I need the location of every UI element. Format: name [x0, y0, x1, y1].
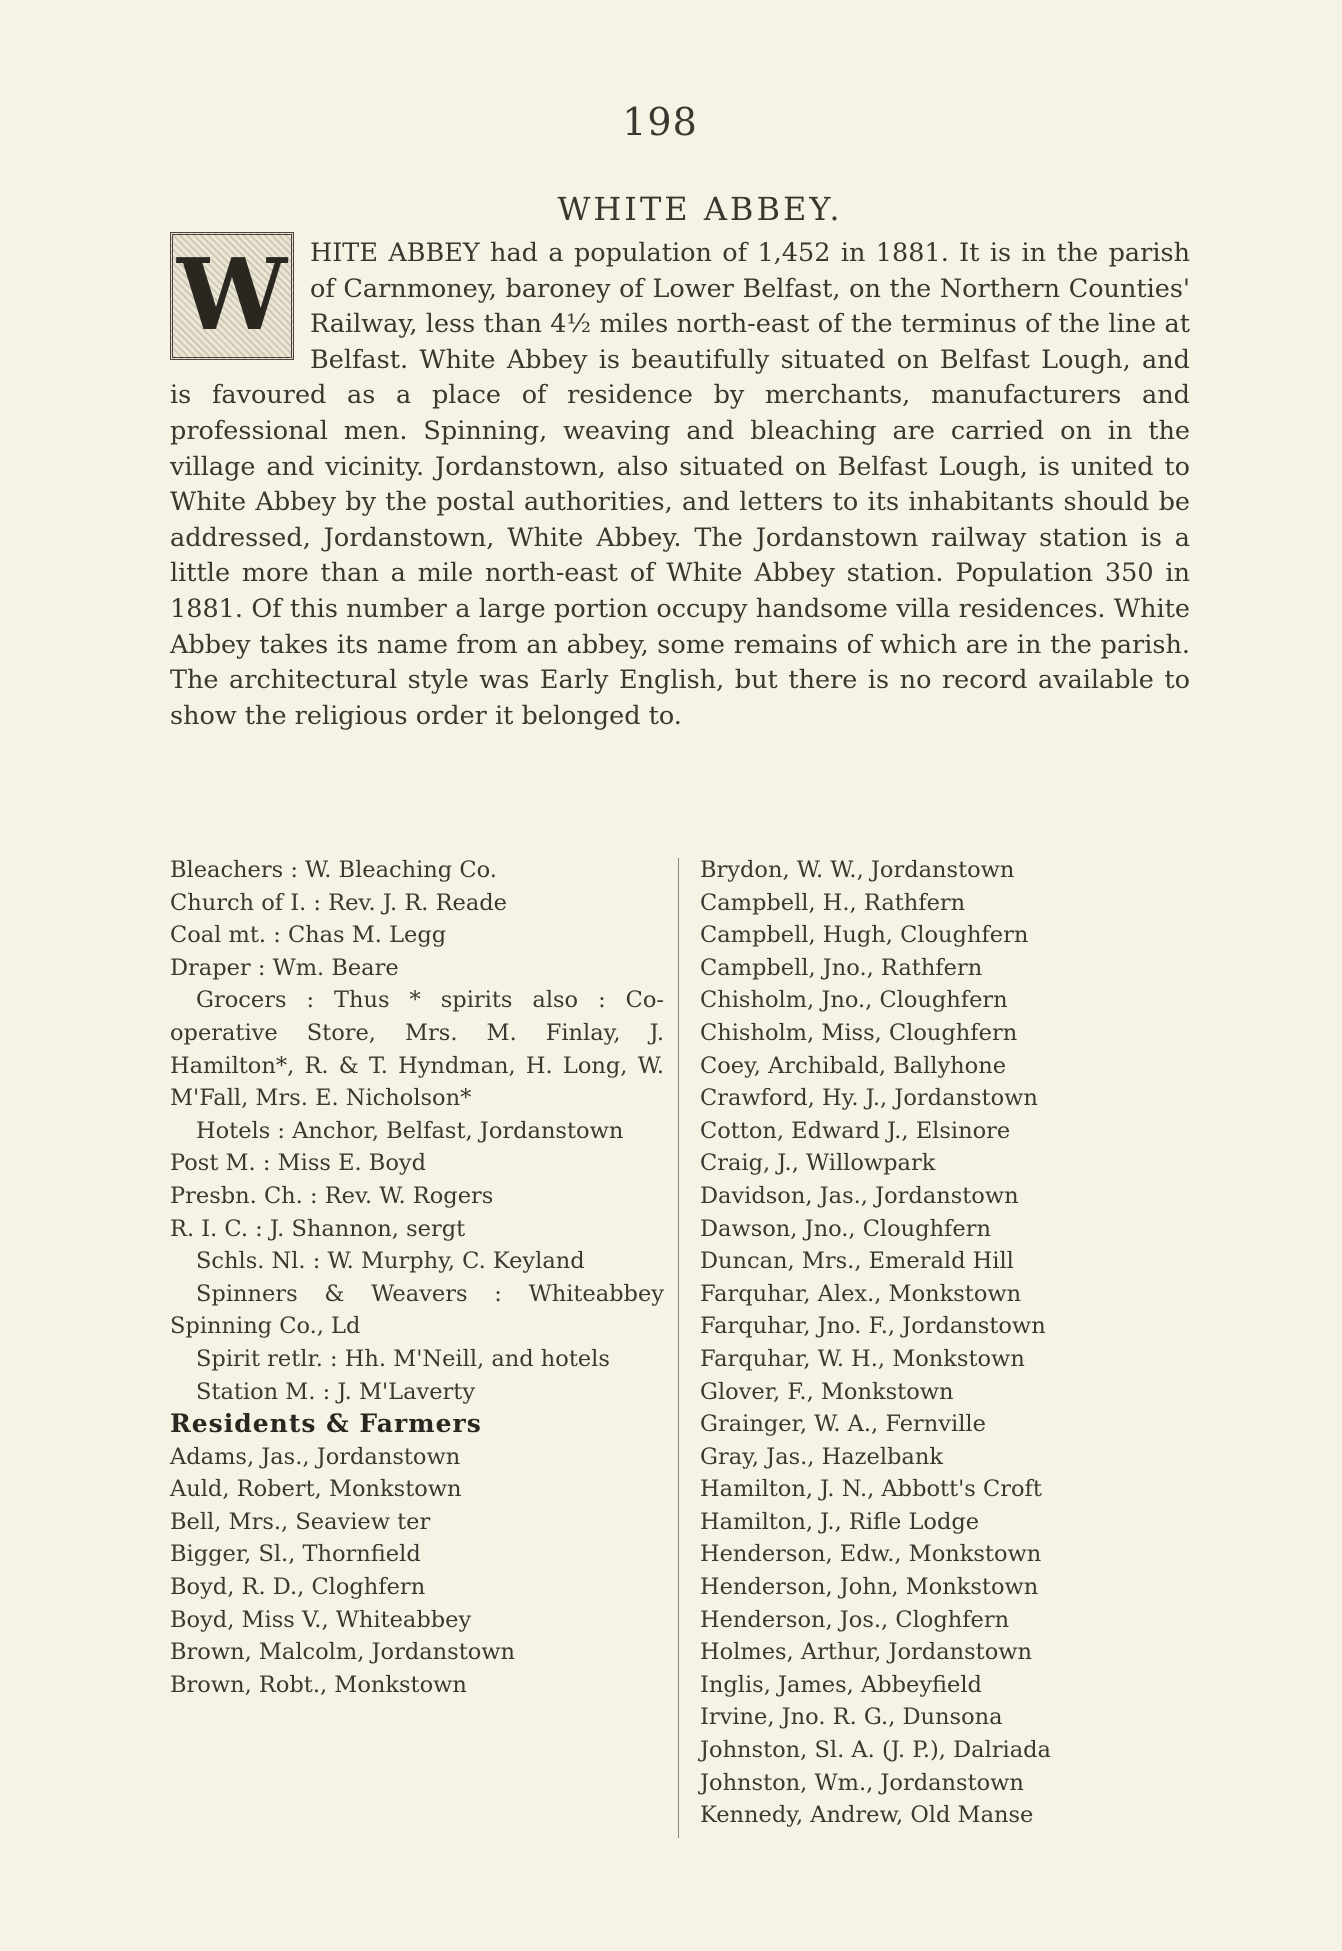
resident-entry: Brydon, W. W., Jordanstown: [700, 857, 1015, 883]
page-number: 198: [622, 100, 698, 144]
resident-entry: Chisholm, Jno., Cloughfern: [700, 987, 1008, 1014]
trade-entry: Hotels : Anchor, Belfast, Jordanstown: [196, 1117, 624, 1144]
resident-entry: Campbell, H., Rathfern: [700, 889, 966, 916]
resident-entry: Henderson, John, Monkstown: [700, 1574, 1039, 1601]
drop-cap-space: [170, 236, 310, 376]
trade-entry: Spirit retlr. : Hh. M'Neill, and hotels: [196, 1345, 610, 1372]
section-title: WHITE ABBEY.: [557, 190, 843, 228]
resident-entry: Crawford, Hy. J., Jordanstown: [700, 1085, 1038, 1112]
trade-entry: Coal mt. : Chas M. Legg: [170, 922, 447, 949]
resident-entry: Grainger, W. A., Fernville: [700, 1411, 986, 1438]
resident-entry: Johnston, Wm., Jordanstown: [700, 1769, 1024, 1796]
trade-entry: Station M. : J. M'Laverty: [196, 1378, 476, 1405]
resident-entry: Boyd, R. D., Cloghfern: [170, 1574, 426, 1601]
right-column: [700, 854, 1200, 1832]
resident-entry: Chisholm, Miss, Cloughfern: [700, 1019, 1018, 1046]
resident-entry: Inglis, James, Abbeyfield: [700, 1671, 982, 1698]
resident-entry: Dawson, Jno., Cloughfern: [700, 1215, 991, 1242]
resident-entry: Holmes, Arthur, Jordanstown: [700, 1639, 1032, 1666]
resident-entry: Kennedy, Andrew, Old Manse: [700, 1802, 1034, 1829]
resident-entry: Cotton, Edward J., Elsinore: [700, 1117, 1011, 1144]
trade-entry: Presbn. Ch. : Rev. W. Rogers: [170, 1182, 494, 1209]
resident-entry: Bell, Mrs., Seaview ter: [170, 1508, 431, 1535]
resident-entry: Glover, F., Monkstown: [700, 1378, 954, 1405]
resident-entry: Coey, Archibald, Ballyhone: [700, 1052, 1007, 1079]
resident-entry: Bigger, Sl., Thornfield: [170, 1541, 421, 1568]
directory-columns: [170, 854, 1190, 1854]
resident-entry: Johnston, Sl. A. (J. P.), Dalriada: [700, 1737, 1051, 1764]
resident-entry: Craig, J., Willowpark: [700, 1150, 936, 1177]
resident-entry: Brown, Malcolm, Jordanstown: [170, 1639, 516, 1666]
resident-entry: Adams, Jas., Jordanstown: [170, 1443, 461, 1470]
trade-entry: Spinners & Weavers : Whiteabbey Spinning Co., Ld: [170, 1280, 664, 1340]
resident-entry: Farquhar, Alex., Monkstown: [700, 1280, 1022, 1307]
resident-entry: Henderson, Jos., Cloghfern: [700, 1606, 1010, 1633]
resident-entry: Farquhar, W. H., Monkstown: [700, 1345, 1025, 1372]
intro-text: HITE ABBEY had a population of 1,452 in 1881. It is in the parish of Carnmoney, baroney of Lower Belfast, on the Northern Counties' Railway, less than 4½ miles north-east of the terminus of the line at Belfast. White Abbey is beautifully situated on Belfast Lough, and is favoured as a place of residence by merchants, manufacturers and professional men. Spinning, weaving and bleaching are carried on in the village and vicinity. Jordanstown, also situated on Belfast Lough, is united to White Abbey by the postal authorities, and letters to its inhabitants should be addressed, Jordanstown, White Abbey. The Jordanstown railway station is a little more than a mile north-east of White Abbey station. Population 350 in 1881. Of this number a large portion occupy handsome villa residences. White Abbey takes its name from an abbey, some remains of which are in the parish. The architectural style was Early English, but there is no record available to show the religious order it belonged to.: [170, 238, 1190, 731]
resident-entry: Irvine, Jno. R. G., Dunsona: [700, 1704, 1003, 1731]
trade-entry: Post M. : Miss E. Boyd: [170, 1150, 426, 1177]
resident-entry: Campbell, Hugh, Cloughfern: [700, 922, 1029, 949]
resident-entry: Campbell, Jno., Rathfern: [700, 954, 983, 981]
resident-entry: Boyd, Miss V., Whiteabbey: [170, 1606, 472, 1633]
left-column: [170, 854, 664, 1701]
resident-entry: Gray, Jas., Hazelbank: [700, 1443, 943, 1470]
intro-paragraph: [170, 236, 1190, 734]
resident-entry: Auld, Robert, Monkstown: [170, 1476, 462, 1503]
resident-entry: Farquhar, Jno. F., Jordanstown: [700, 1313, 1046, 1340]
trade-entry: R. I. C. : J. Shannon, sergt: [170, 1215, 466, 1242]
residents-heading: Residents & Farmers: [170, 1409, 482, 1439]
trade-entry: Schls. Nl. : W. Murphy, C. Keyland: [196, 1248, 585, 1275]
resident-entry: Duncan, Mrs., Emerald Hill: [700, 1248, 1014, 1275]
trade-entry: Grocers : Thus * spirits also : Co-operative Store, Mrs. M. Finlay, J. Hamilton*, R. & T. Hyndman, H. Long, W. M'Fall, Mrs. E. Nicholson*: [170, 987, 664, 1112]
trade-entry: Bleachers : W. Bleaching Co.: [170, 857, 497, 883]
resident-entry: Hamilton, J. N., Abbott's Croft: [700, 1476, 1042, 1503]
column-divider: [678, 858, 679, 1838]
resident-entry: Davidson, Jas., Jordanstown: [700, 1182, 1019, 1209]
trade-entry: Draper : Wm. Beare: [170, 954, 399, 981]
resident-entry: Hamilton, J., Rifle Lodge: [700, 1508, 980, 1535]
drop-cap-initial: W: [170, 232, 294, 360]
trade-entry: Church of I. : Rev. J. R. Reade: [170, 889, 507, 916]
resident-entry: Henderson, Edw., Monkstown: [700, 1541, 1042, 1568]
resident-entry: Brown, Robt., Monkstown: [170, 1671, 467, 1698]
